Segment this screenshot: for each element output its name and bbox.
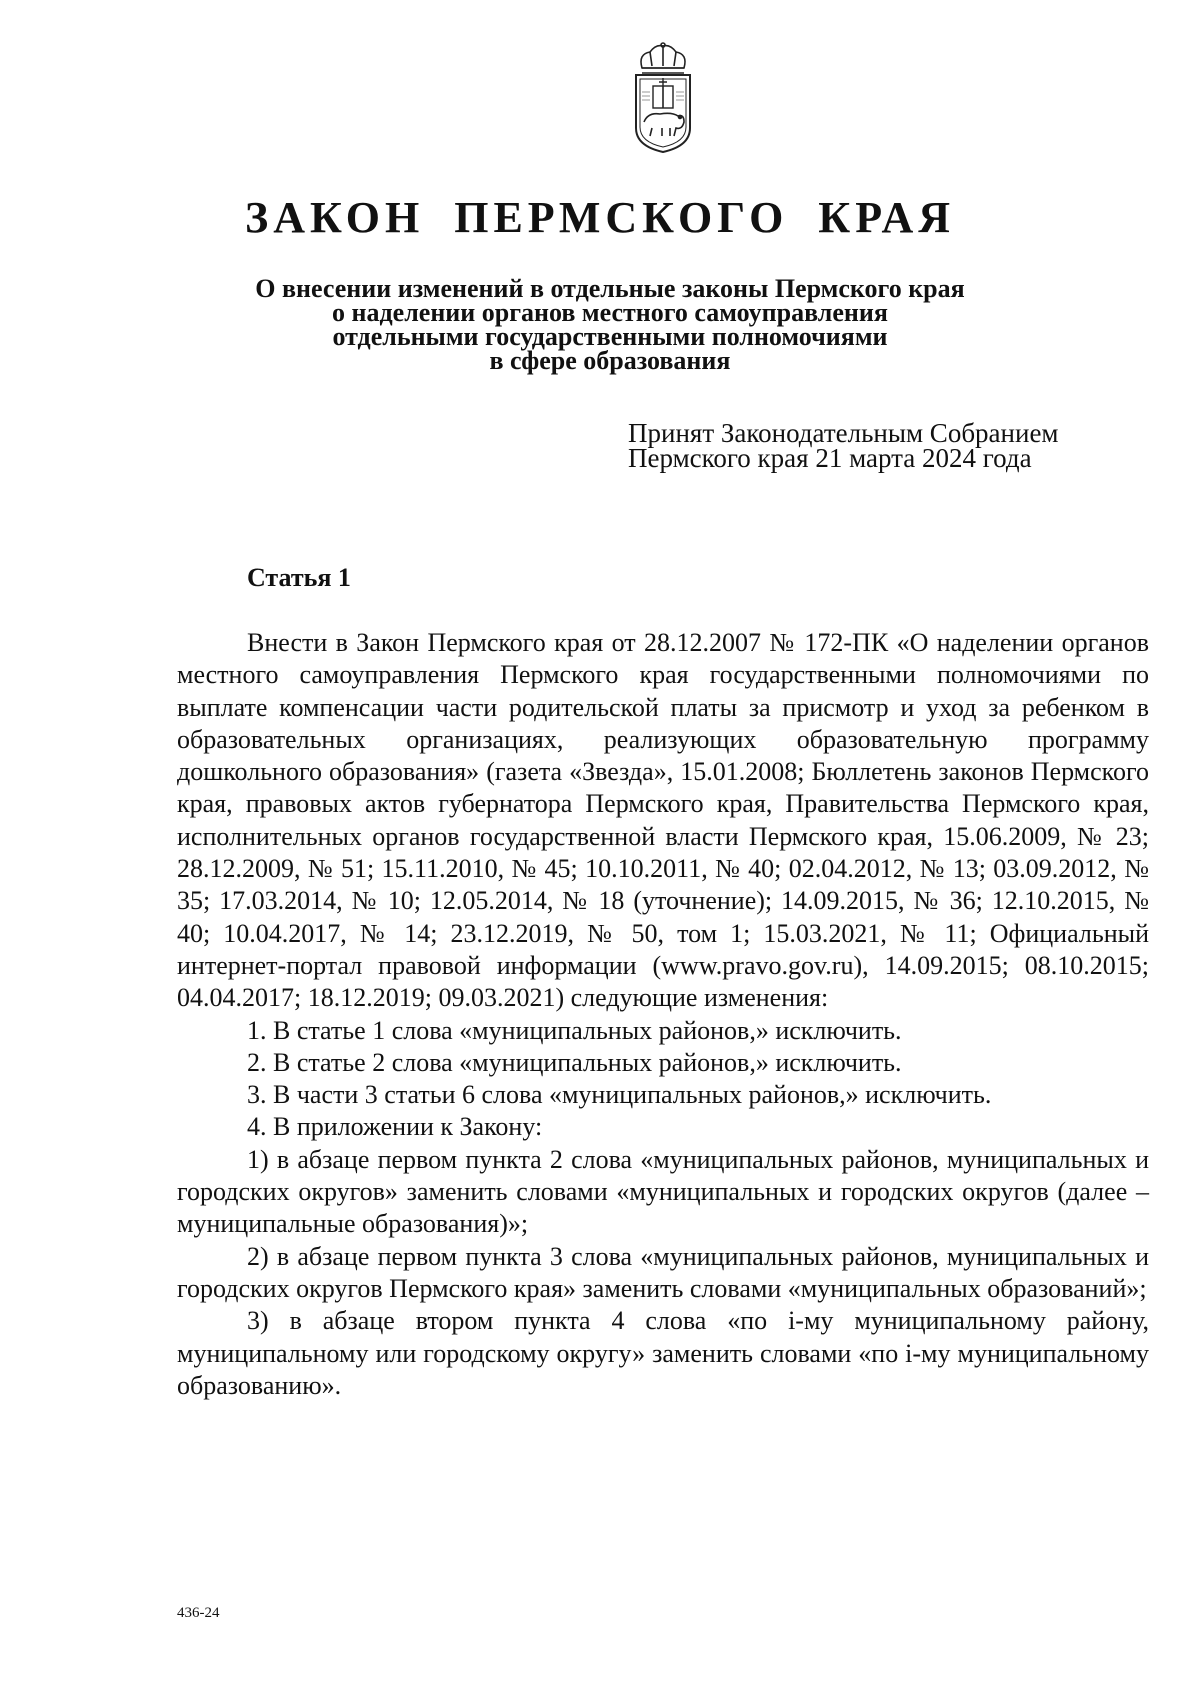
adoption-line: Пермского края 21 марта 2024 года [628, 443, 1032, 473]
document-code: 436-24 [177, 1605, 220, 1621]
subtitle-line: О внесении изменений в отдельные законы Пермского края [255, 274, 965, 303]
article-body [177, 627, 1149, 1402]
law-title: ЗАКОН ПЕРМСКОГО КРАЯ [244, 193, 956, 242]
perm-krai-coat-of-arms-icon [628, 42, 698, 154]
amendment-subitem: 1) в абзаце первом пункта 2 слова «муниципальных районов, муниципальных и городских округов» заменить словами «муниципальных и городских округов (далее – муниципальные образования)»; [177, 1144, 1149, 1239]
subtitle-line: отдельными государственными полномочиями [332, 322, 888, 351]
law-subtitle [180, 274, 1040, 375]
amendment-item: 1. В статье 1 слова «муниципальных районов,» исключить. [247, 1015, 902, 1045]
amendment-subitem: 2) в абзаце первом пункта 3 слова «муниципальных районов, муниципальных и городских округов Пермского края» заменить словами «муниципальных образований»; [177, 1241, 1149, 1303]
amendment-item: 2. В статье 2 слова «муниципальных районов,» исключить. [247, 1047, 902, 1077]
subtitle-line: в сфере образования [489, 346, 731, 375]
amendment-subitem: 3) в абзаце втором пункта 4 слова «по i-му муниципальному району, муниципальному или городскому округу» заменить словами «по i-му муниципальному образованию». [177, 1306, 1149, 1400]
article-heading: Статья 1 [247, 563, 351, 592]
amendment-item: 3. В части 3 статьи 6 слова «муниципальных районов,» исключить. [247, 1080, 992, 1110]
amendment-item: 4. В приложении к Закону: [247, 1112, 543, 1142]
adoption-line: Принят Законодательным Собранием [628, 418, 1059, 448]
article-intro-paragraph: Внести в Закон Пермского края от 28.12.2007 № 172-ПК «О наделении органов местного самоуправления Пермского края государственными полномочиями по выплате компенсации части родительской платы за присмотр и уход за ребенком в образовательных организациях, реализующих образовательную программу дошкольного образования» (газета «Звезда», 15.01.2008; Бюллетень законов Пермского края, правовых актов губернатора Пермского края, Правительства Пермского края, исполнительных органов государственной власти Пермского края, 15.06.2009, № 23; 28.12.2009, № 51; 15.11.2010, № 45; 10.10.2011, № 40; 02.04.2012, № 13; 03.09.2012, № 35; 17.03.2014, № 10; 12.05.2014, № 18 (уточнение); 14.09.2015, № 36; 12.10.2015, № 40; 10.04.2017, № 14; 23.12.2019, № 50, том 1; 15.03.2021, № 11; Официальный интернет-портал правовой информации (www.pravo.gov.ru), 14.09.2015; 08.10.2015; 04.04.2017; 18.12.2019; 09.03.2021) следующие изменения: [177, 628, 1149, 1013]
adoption-note [628, 418, 1059, 473]
subtitle-line: о наделении органов местного самоуправления [332, 298, 888, 327]
